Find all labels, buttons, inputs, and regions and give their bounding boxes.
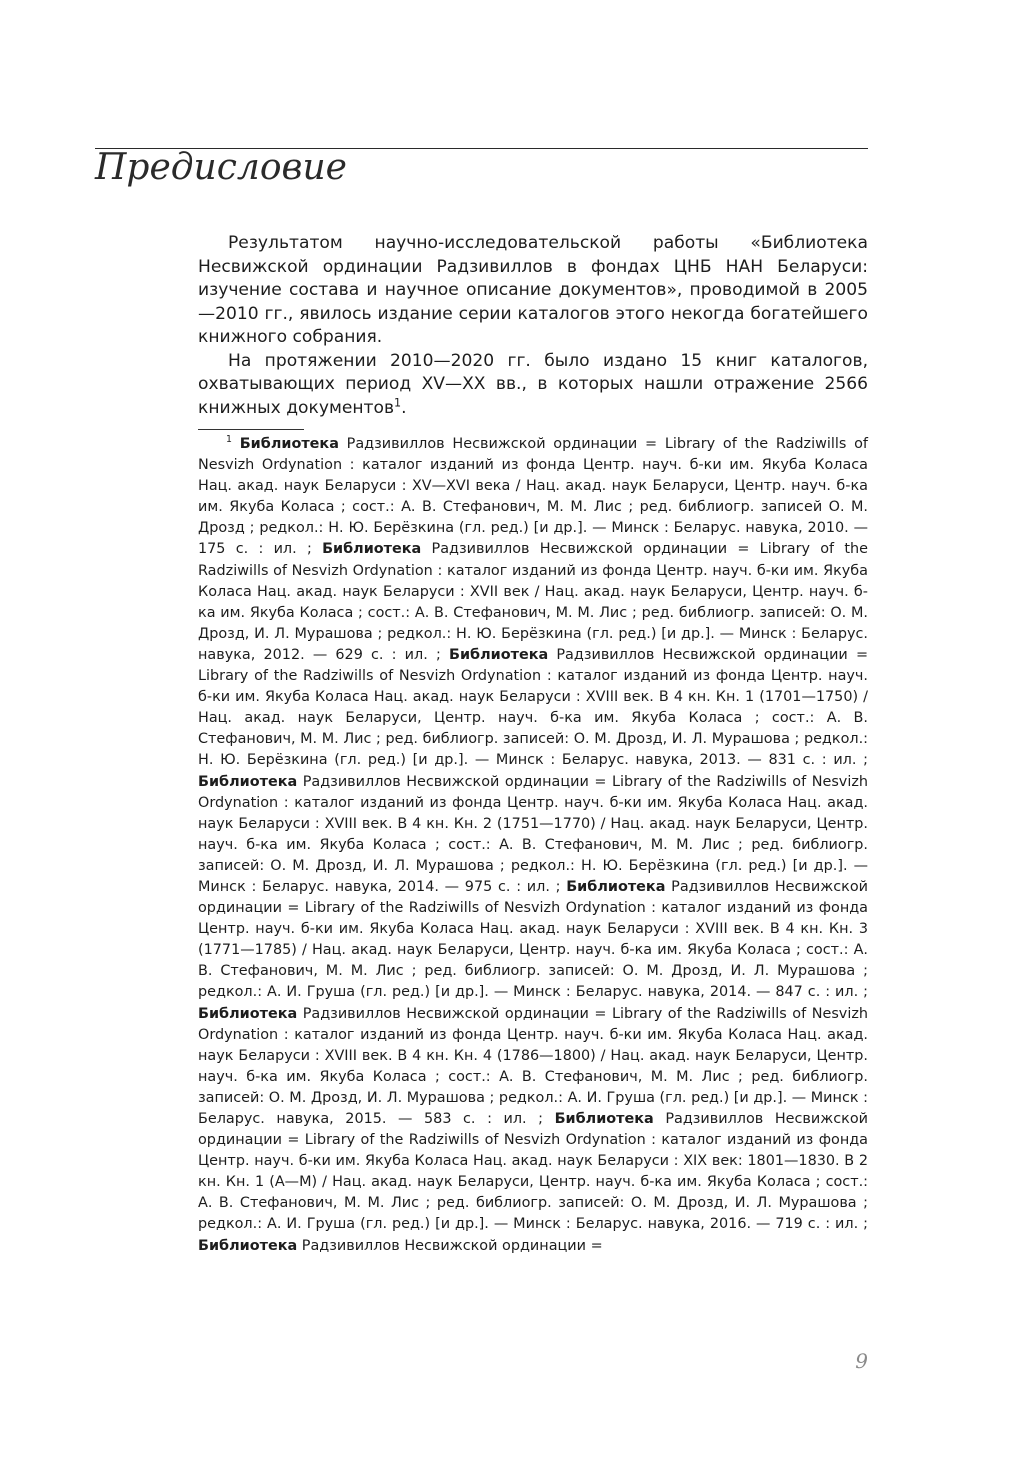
entry-title: Библиотека — [566, 878, 666, 895]
entry-text: Радзивиллов Несвижской ординации = Library of the Radziwills of Nesvizh Ordynation : каталог изданий из фонда Центр. науч. б-ки им. Якуба Коласа Нац. акад. наук Беларуси : XVIII век. В 4 кн. Кн. 2 (1751—1770) / Нац. акад. наук Беларуси, Центр. науч. б-ка им. Якуба Коласа ; сост.: А. В. Стефанович, М. М. Лис ; ред. библиогр. записей: О. М. Дрозд, И. Л. Мурашова ; редкол.: Н. Ю. Берёзкина (гл. ред.) [и др.]. — Минск : Беларус. навука, 2014. — 975 с. : ил. ; — [198, 773, 868, 895]
paragraph-text: На протяжении 2010—2020 гг. было издано 15 книг каталогов, охватывающих период XV—XX вв., в которых нашли отражение 2566 книжных документов — [198, 350, 868, 418]
page-title: Предисловие — [95, 147, 347, 188]
paragraph: Результатом научно-исследовательской работы «Библиотека Несвижской ординации Радзивиллов в фондах ЦНБ НАН Беларуси: изучение состава и научное описание документов», проводимой в 2005—2010 гг., явилось издание серии каталогов этого некогда богатейшего книжного собрания. — [198, 233, 868, 347]
entry-title: Библиотека — [198, 773, 298, 790]
entry-text: Радзивиллов Несвижской ординации = Library of the Radziwills of Nesvizh Ordynation : каталог изданий из фонда Центр. науч. б-ки им. Якуба Коласа Нац. акад. наук Беларуси : XV—XVI века / Нац. акад. наук Беларуси, Центр. науч. б-ка им. Якуба Коласа ; сост.: А. В. Стефанович, М. М. Лис ; ред. библиогр. записей О. М. Дрозд ; редкол.: Н. Ю. Берёзкина (гл. ред.) [и др.]. — Минск : Беларус. навука, 2010. — 175 с. : ил. ; — [198, 436, 868, 558]
entry-title: Библиотека — [554, 1111, 654, 1127]
page-number: 9 — [855, 1349, 868, 1373]
entry-text: Радзивиллов Несвижской ординации = Library of the Radziwills of Nesvizh Ordynation : каталог изданий из фонда Центр. науч. б-ки им. Якуба Коласа Нац. акад. наук Беларуси : XVII век / Нац. акад. наук Беларуси, Центр. науч. б-ка им. Якуба Коласа ; сост.: А. В. Стефанович, М. М. Лис ; ред. библиогр. записей: О. М. Дрозд, И. Л. Мурашова ; редкол.: Н. Ю. Берёзкина (гл. ред.) [и др.]. — Минск : Беларус. навука, 2012. — 629 с. : ил. ; — [198, 541, 868, 663]
entry-text: Радзивиллов Несвижской ординации = Library of the Radziwills of Nesvizh Ordynation : каталог изданий из фонда Центр. науч. б-ки им. Якуба Коласа Нац. акад. наук Беларуси : XIX век: 1801—1830. В 2 кн. Кн. 1 (А—М) / Нац. акад. наук Беларуси, Центр. науч. б-ка им. Якуба Коласа ; сост.: А. В. Стефанович, М. М. Лис ; ред. библиогр. записей: О. М. Дрозд, И. Л. Мурашова ; редкол.: А. И. Груша (гл. ред.) [и др.]. — Минск : Беларус. навука, 2016. — 719 с. : ил. ; — [198, 1111, 868, 1233]
entry-text: Радзивиллов Несвижской ординации = Library of the Radziwills of Nesvizh Ordynation : каталог изданий из фонда Центр. науч. б-ки им. Якуба Коласа Нац. акад. наук Беларуси : XVIII век. В 4 кн. Кн. 4 (1786—1800) / Нац. акад. наук Беларуси, Центр. науч. б-ка им. Якуба Коласа ; сост.: А. В. Стефанович, М. М. Лис ; ред. библиогр. записей: О. М. Дрозд, И. Л. Мурашова ; редкол.: А. И. Груша (гл. ред.) [и др.]. — Минск : Беларус. навука, 2015. — 583 с. : ил. ; — [198, 1005, 868, 1127]
footnote — [198, 434, 868, 1257]
entry-text: Радзивиллов Несвижской ординации = Library of the Radziwills of Nesvizh Ordynation : каталог изданий из фонда Центр. науч. б-ки им. Якуба Коласа Нац. акад. наук Беларуси : XVIII век. В 4 кн. Кн. 3 (1771—1785) / Нац. акад. наук Беларуси, Центр. науч. б-ка им. Якуба Коласа ; сост.: А. В. Стефанович, М. М. Лис ; ред. библиогр. записей: О. М. Дрозд, И. Л. Мурашова ; редкол.: А. И. Груша (гл. ред.) [и др.]. — Минск : Беларус. навука, 2014. — 847 с. : ил. ; — [198, 878, 868, 1001]
paragraph — [198, 350, 868, 421]
entry-text: Радзивиллов Несвижской ординации = — [297, 1237, 603, 1254]
entry-title: Библиотека — [322, 541, 422, 558]
entry-title: Библиотека — [449, 646, 549, 663]
paragraph-end: . — [401, 397, 407, 418]
main-text — [198, 232, 868, 420]
entry-text: Радзивиллов Несвижской ординации = Library of the Radziwills of Nesvizh Ordynation : каталог изданий из фонда Центр. науч. б-ки им. Якуба Коласа Нац. акад. наук Беларуси : XVIII век. В 4 кн. Кн. 1 (1701—1750) / Нац. акад. наук Беларуси, Центр. науч. б-ка им. Якуба Коласа ; сост.: А. В. Стефанович, М. М. Лис ; ред. библиогр. записей: О. М. Дрозд, И. Л. Мурашова ; редкол.: Н. Ю. Берёзкина (гл. ред.) [и др.]. — Минск : Беларус. навука, 2013. — 831 с. : ил. ; — [198, 646, 868, 769]
footnote-separator — [198, 429, 304, 430]
footnote-reference: 1 — [394, 395, 402, 409]
footnote-marker: 1 — [226, 434, 232, 446]
entry-title: Библиотека — [198, 1237, 298, 1254]
entry-title: Библиотека — [198, 1005, 298, 1022]
entry-title: Библиотека — [239, 436, 339, 452]
